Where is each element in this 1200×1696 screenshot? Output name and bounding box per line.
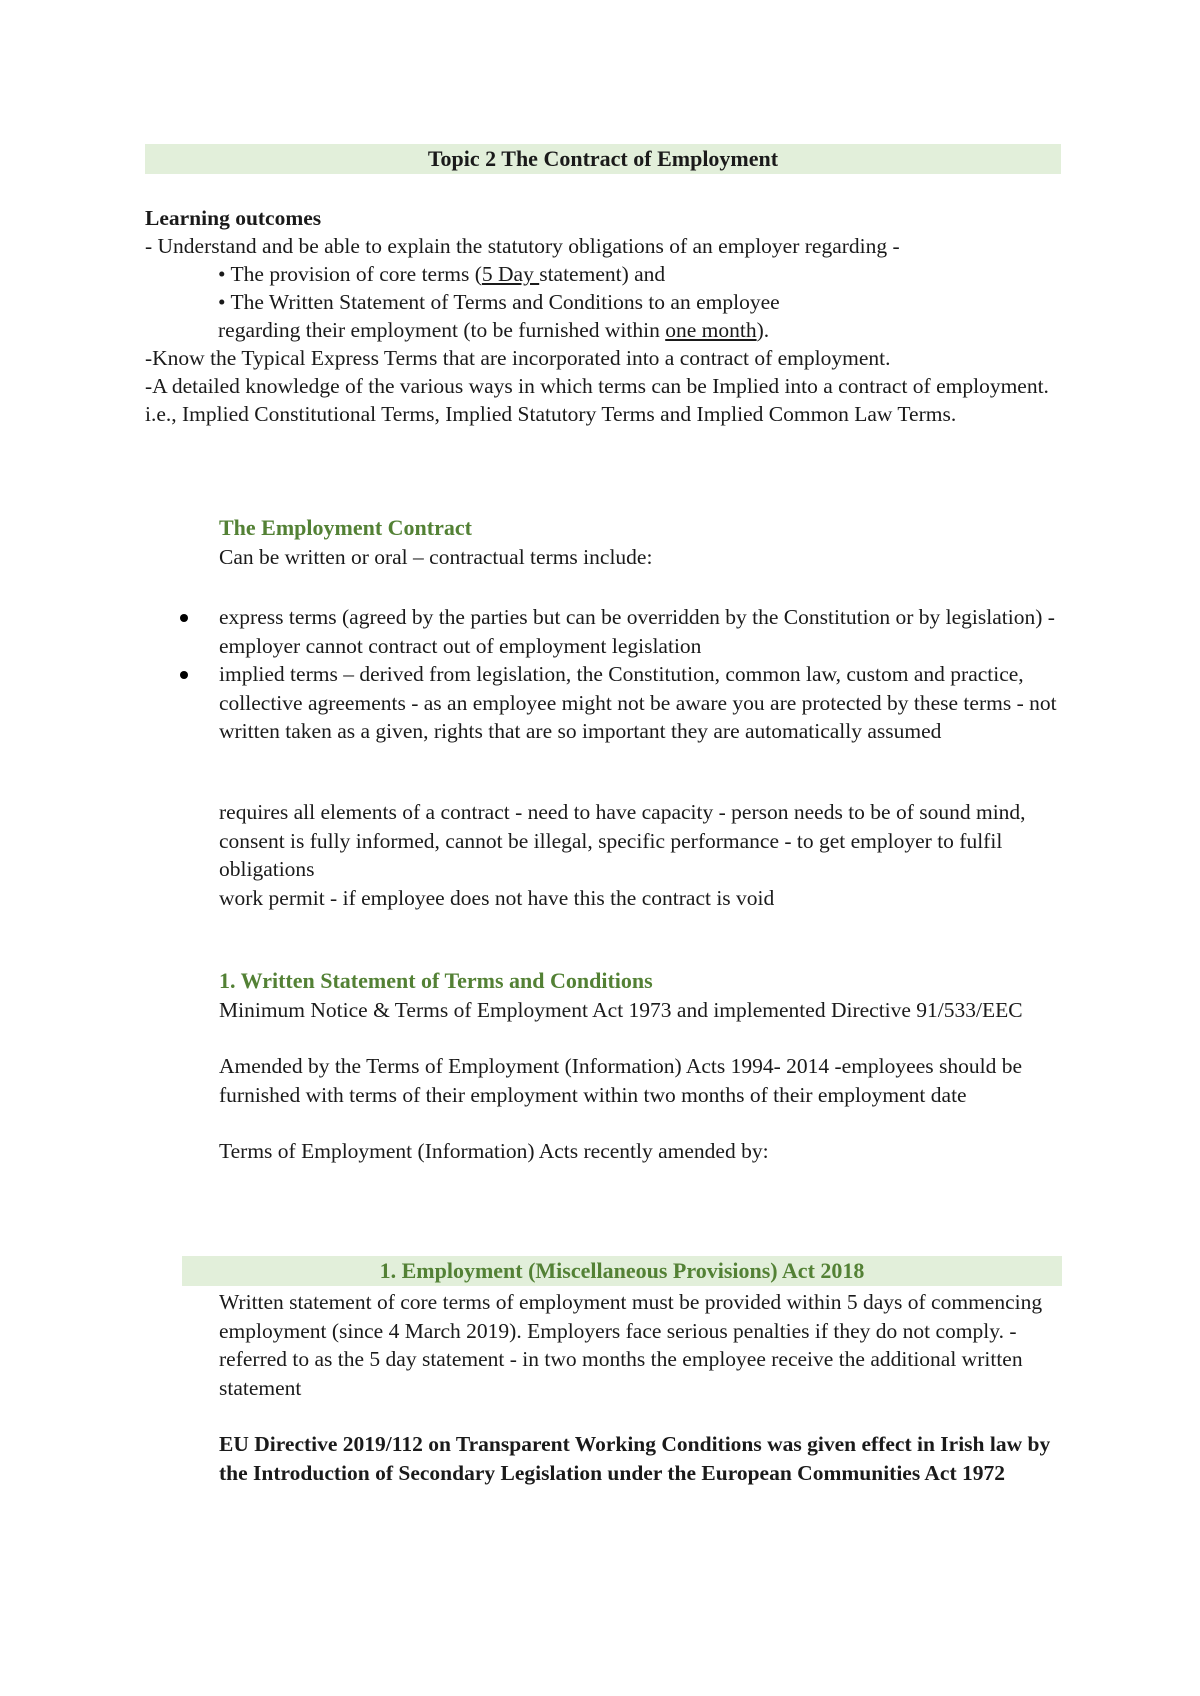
written-statement-section [219,967,1069,1166]
learning-outcomes-section [145,204,1065,428]
paragraph: work permit - if employee does not have this the contract is void [219,885,775,910]
bullet-icon [180,671,188,679]
paragraph: Amended by the Terms of Employment (Information) Acts 1994- 2014 -employees should be furnished with terms of their employment within two months of their employment date [219,1054,1022,1107]
employment-contract-section [219,514,1069,571]
list-item-text: express terms (agreed by the parties but can be overridden by the Constitution or by legislation) -employer cannot contract out of employment legislation [219,605,1055,658]
learning-outcome-line: -A detailed knowledge of the various ways in which terms can be Implied into a contract of employment. i.e., Implied Constitutional Terms, Implied Statutory Terms and Implied Common Law Terms. [145,374,1049,426]
section-heading: 1. Written Statement of Terms and Conditions [219,968,653,993]
paragraph: Minimum Notice & Terms of Employment Act 1973 and implemented Directive 91/533/EEC [219,997,1023,1022]
section-intro: Can be written or oral – contractual terms include: [219,544,653,569]
subsection-heading-band: 1. Employment (Miscellaneous Provisions) Act 2018 [182,1256,1062,1286]
text-run: • The provision of core terms ( [218,262,482,286]
underlined-text: 5 Day [481,262,540,286]
underlined-text: one month [665,318,757,342]
learning-outcomes-heading: Learning outcomes [145,206,322,230]
learning-outcome-continuation [145,316,1065,344]
text-run: ). [756,318,770,342]
paragraph: Terms of Employment (Information) Acts recently amended by: [219,1139,769,1163]
text-run: regarding their employment (to be furnished within [218,318,666,342]
bold-paragraph: EU Directive 2019/112 on Transparent Working Conditions was given effect in Irish law by the Introduction of Secondary Legislation under the European Communities Act 1972 [219,1432,1051,1485]
paragraph: requires all elements of a contract - need to have capacity - person needs to be of sound mind, consent is fully informed, cannot be illegal, specific performance - to get employer to fulfil obligations [219,800,1026,881]
page-title: Topic 2 The Contract of Employment [145,144,1061,174]
list-item [219,603,1069,660]
learning-outcome-line: -Know the Typical Express Terms that are incorporated into a contract of employment. [145,346,891,370]
contract-terms-list [219,603,1069,746]
learning-outcome-bullet: • The Written Statement of Terms and Conditions to an employee [218,290,780,314]
section-heading: The Employment Contract [219,515,472,540]
learning-outcome-bullet [145,260,1065,288]
act-2018-section [219,1288,1069,1487]
bullet-icon [180,614,188,622]
contract-notes [219,798,1069,912]
text-run: statement) and [539,262,666,286]
list-item-text: implied terms – derived from legislation, the Constitution, common law, custom and practice, collective agreements - as an employee might not be aware you are protected by these terms - not written taken as a given, rights that are so important they are automatically assumed [219,662,1057,743]
list-item [219,660,1069,746]
paragraph: Written statement of core terms of employment must be provided within 5 days of commencing employment (since 4 March 2019). Employers face serious penalties if they do not comply. - referred to as the 5 day statement - in two months the employee receive the additional written statement [219,1290,1043,1400]
learning-outcome-line: - Understand and be able to explain the statutory obligations of an employer regarding - [145,234,900,258]
